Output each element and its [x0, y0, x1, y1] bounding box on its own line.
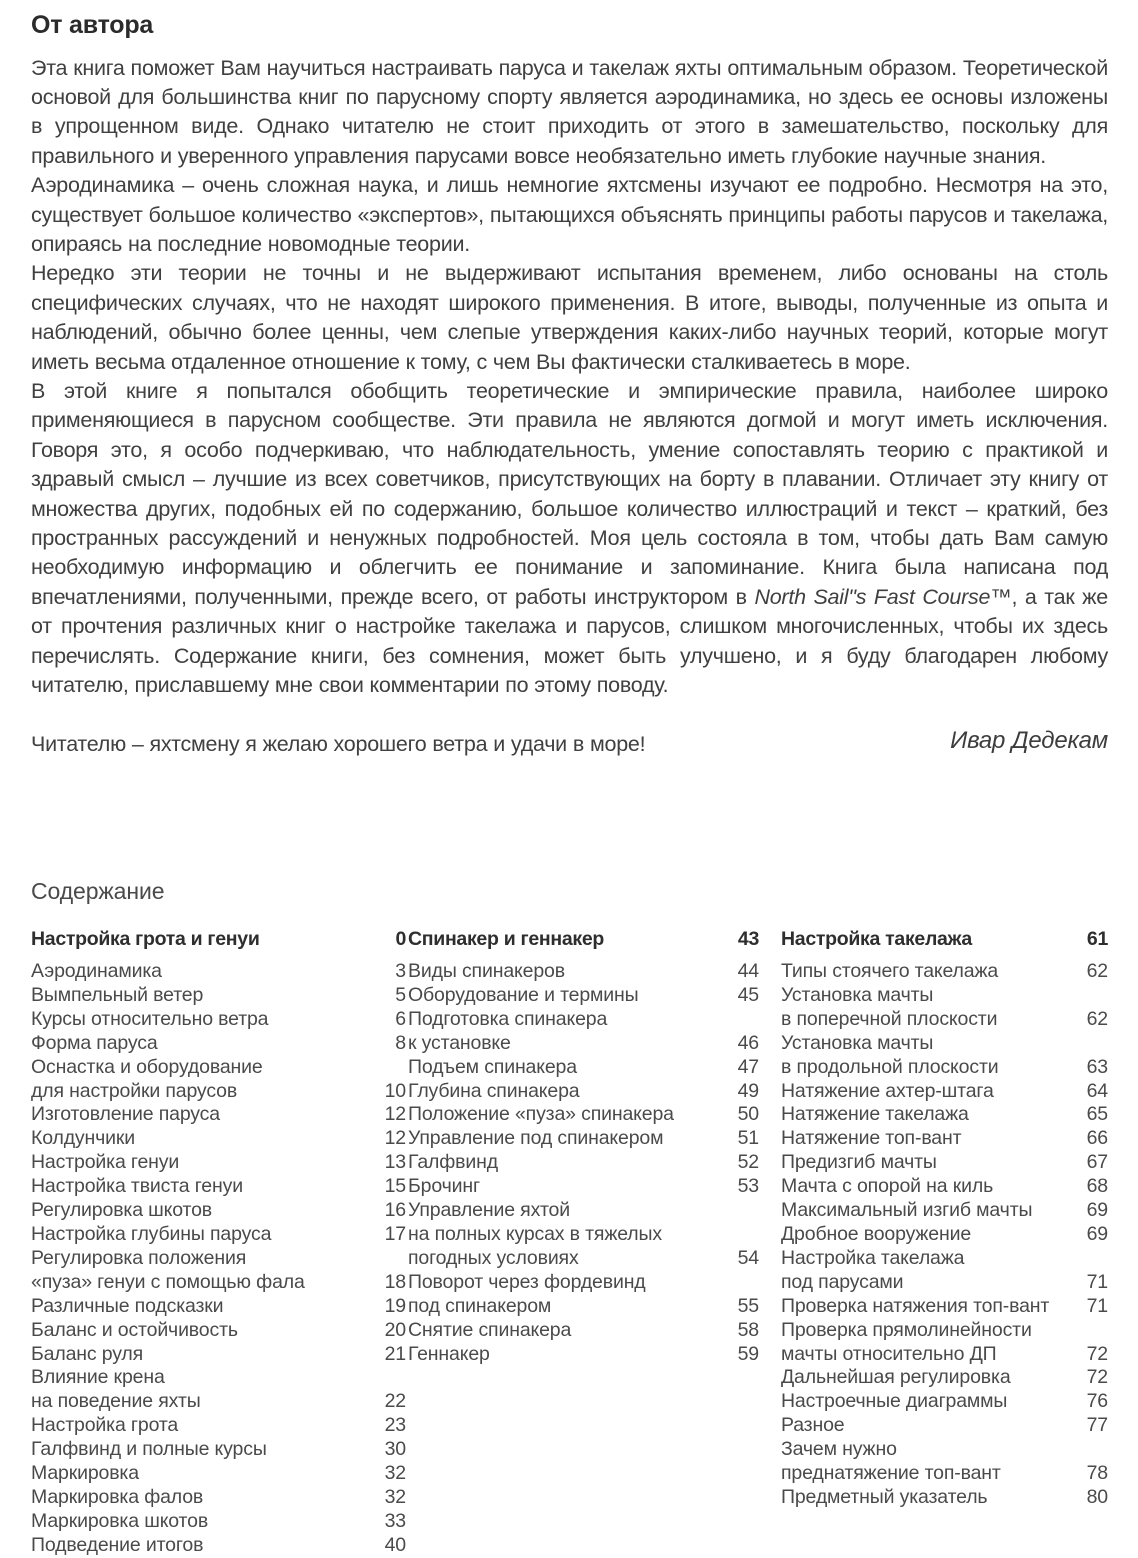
toc-entry[interactable]: [781, 1175, 1108, 1199]
toc-entry-label: Влияние крена: [31, 1366, 165, 1389]
toc-entry[interactable]: [781, 1008, 1108, 1032]
toc-entry-page: 17: [384, 1222, 406, 1245]
toc-entry[interactable]: [408, 1199, 781, 1223]
toc-entry-page: 33: [384, 1509, 406, 1532]
toc-entry-label: Маркировка фалов: [31, 1485, 204, 1508]
toc-entry-page: 12: [384, 1127, 406, 1150]
toc-entry-page: 8: [395, 1031, 406, 1054]
toc-entry-label: Установка мачты: [781, 1031, 934, 1054]
toc-section-label: Настройка такелажа: [781, 928, 972, 950]
toc-entry[interactable]: [408, 1103, 781, 1127]
toc-entry[interactable]: [781, 1103, 1108, 1127]
toc-entry[interactable]: [31, 1462, 406, 1486]
toc-entry[interactable]: [31, 1199, 406, 1223]
toc-entry-label: Форма паруса: [31, 1031, 158, 1054]
toc-entry-page: 10: [384, 1079, 406, 1102]
toc-entry[interactable]: [408, 1151, 781, 1175]
toc-entry[interactable]: [408, 1175, 781, 1199]
toc-entry-label: Натяжение топ-вант: [781, 1127, 962, 1150]
toc-entry-page: 22: [384, 1390, 406, 1413]
foreword-paragraph-3: Нередко эти теории не точны и не выдерживают испытания временем, либо основаны на столь специфических случаях, что не находят широкого применения. В итоге, выводы, полученные из опыта и наблюдений, обычно более ценны, чем слепые утверждения каких-либо научных теорий, которые могут иметь весьма отдаленное отношение к тому, с чем Вы фактически сталкиваетесь в море.: [31, 261, 1108, 374]
toc-entry-label: Оборудование и термины: [408, 983, 639, 1006]
toc-entry-label: на полных курсах в тяжелых: [408, 1222, 662, 1245]
toc-entry[interactable]: [781, 960, 1108, 984]
book-course-name: North Sail"s Fast Course™: [754, 584, 1012, 609]
toc-entry-label: Настройка генуи: [31, 1151, 180, 1174]
toc-entry[interactable]: [408, 1223, 781, 1247]
toc-section-page: 43: [737, 928, 759, 950]
toc-entry-label: Баланс руля: [31, 1342, 144, 1365]
toc-entry-label: Мачта с опорой на киль: [781, 1175, 994, 1198]
toc-section-label: Спинакер и геннакер: [408, 928, 604, 950]
toc-entry[interactable]: [408, 1271, 781, 1295]
toc-entry-label: Проверка прямолинейности: [781, 1318, 1032, 1341]
toc-entry-label: Настройка такелажа: [781, 1246, 965, 1269]
toc-entry-label: под спинакером: [408, 1294, 552, 1317]
toc-entry[interactable]: [781, 1486, 1108, 1510]
foreword-paragraph-2: Аэродинамика – очень сложная наука, и лишь немногие яхтсмены изучают ее подробно. Несмотря на это, существует большое количество «экспертов», пытающихся объяснять принципы работы парусов и такелажа, опираясь на последние новомодные теории.: [31, 173, 1108, 256]
toc-entry[interactable]: [408, 1247, 781, 1271]
toc-entry-label: погодных условиях: [408, 1246, 579, 1269]
toc-entry[interactable]: [781, 1032, 1108, 1056]
toc-entry-label: в продольной плоскости: [781, 1055, 999, 1078]
toc-entry[interactable]: [31, 1366, 406, 1390]
toc-entry[interactable]: [31, 1486, 406, 1510]
toc-entry-label: Натяжение ахтер-штага: [781, 1079, 994, 1102]
toc-entry[interactable]: [408, 1056, 781, 1080]
toc-entry[interactable]: [781, 1462, 1108, 1486]
toc-entry[interactable]: [31, 1295, 406, 1319]
toc-entry-label: Изготовление паруса: [31, 1103, 220, 1126]
toc-entry-label: Установка мачты: [781, 983, 934, 1006]
toc-entry[interactable]: [31, 1510, 406, 1534]
toc-entry[interactable]: [31, 1223, 406, 1247]
toc-entry[interactable]: [408, 1032, 781, 1056]
toc-entry-page: 59: [737, 1342, 759, 1365]
toc-entry[interactable]: [31, 1056, 406, 1080]
toc-entry[interactable]: [408, 960, 781, 984]
toc-entry-label: Управление яхтой: [408, 1199, 570, 1222]
toc-entry-label: в поперечной плоскости: [781, 1007, 998, 1030]
toc-entry-page: 68: [1086, 1175, 1108, 1198]
toc-entry-label: Поворот через фордевинд: [408, 1270, 646, 1293]
toc-entry-page: 55: [737, 1294, 759, 1317]
toc-section-page: 0: [395, 928, 406, 950]
toc-entry[interactable]: [408, 984, 781, 1008]
toc-entry-label: Виды спинакеров: [408, 960, 565, 982]
toc-entry-page: 19: [384, 1294, 406, 1317]
toc-entry-label: Маркировка: [31, 1462, 139, 1485]
toc-entry-label: Геннакер: [408, 1342, 490, 1365]
toc-entry[interactable]: [781, 1319, 1108, 1343]
toc-entry[interactable]: [31, 1032, 406, 1056]
toc-entry-label: мачты относительно ДП: [781, 1342, 997, 1365]
toc-entry-label: для настройки парусов: [31, 1079, 238, 1102]
toc-entry[interactable]: [31, 1271, 406, 1295]
toc-entry-label: Предметный указатель: [781, 1485, 988, 1508]
toc-entry-page: 65: [1086, 1103, 1108, 1126]
author-signature: Ивар Дедекам: [950, 727, 1108, 754]
toc-entry-page: 63: [1086, 1055, 1108, 1078]
toc-entry-page: 62: [1086, 960, 1108, 982]
toc-section-title[interactable]: [781, 927, 1108, 951]
toc-entry-label: Разное: [781, 1414, 845, 1437]
foreword-paragraph-4-part1: В этой книге я попытался обобщить теоретические и эмпирические правила, наиболее широко применяющиеся в парусном сообществе. Эти правила не являются догмой и могут иметь исключения. Говоря это, я особо подчеркиваю, что наблюдательность, умение сопоставлять теорию с практикой и здравый смысл – лучшие из всех советчиков, присутствующих на борту в плавании. Отличает эту книгу от множества других, подобных ей по содержанию, большое количество иллюстраций и текст – краткий, без пространных рассуждений и ненужных подробностей. Моя цель состояла в том, чтобы дать Вам самую необходимую информацию и облегчить ее понимание и запоминание. Книга была написана под впечатлениями, полученными, прежде всего, от работы инструктором в: [31, 378, 1108, 609]
toc-section-title[interactable]: [31, 927, 406, 951]
toc-entry-page: 69: [1086, 1222, 1108, 1245]
toc-entry-page: 21: [384, 1342, 406, 1365]
toc-entry-label: Регулировка шкотов: [31, 1199, 212, 1222]
toc-entry-label: Глубина спинакера: [408, 1079, 580, 1102]
toc-entry-page: 30: [384, 1438, 406, 1461]
toc-entry-page: 66: [1086, 1127, 1108, 1150]
toc-heading: Содержание: [31, 878, 165, 904]
toc-entry-page: 40: [384, 1533, 406, 1556]
toc-entry-label: Снятие спинакера: [408, 1318, 572, 1341]
toc-entry[interactable]: [781, 1056, 1108, 1080]
toc-entry-page: 6: [395, 1007, 406, 1030]
toc-entry-page: 3: [395, 960, 406, 982]
toc-entry-page: 72: [1086, 1342, 1108, 1365]
toc-entry-label: под парусами: [781, 1270, 904, 1293]
toc-entry-page: 46: [737, 1031, 759, 1054]
toc-entry-page: 23: [384, 1414, 406, 1437]
toc-entry[interactable]: [31, 1080, 406, 1104]
toc-column-1: [31, 927, 406, 1558]
toc-entry-page: 12: [384, 1103, 406, 1126]
toc-entry-page: 69: [1086, 1199, 1108, 1222]
toc-entry-label: Типы стоячего такелажа: [781, 960, 999, 982]
toc-section-page: 61: [1086, 928, 1108, 950]
toc-section-title[interactable]: [408, 927, 781, 951]
toc-entry-label: Регулировка положения: [31, 1246, 247, 1269]
toc-entry[interactable]: [31, 984, 406, 1008]
toc-entry-label: Положение «пуза» спинакера: [408, 1103, 674, 1126]
toc-entry-label: на поведение яхты: [31, 1390, 201, 1413]
toc-entry[interactable]: [781, 1343, 1108, 1367]
toc-entry-label: Настройка глубины паруса: [31, 1222, 272, 1245]
toc-entry[interactable]: [408, 1008, 781, 1032]
foreword-section: [31, 12, 1108, 760]
toc-entry[interactable]: [31, 1343, 406, 1367]
toc-entry-label: Дробное вооружение: [781, 1222, 972, 1245]
foreword-closing-line: Читателю – яхтсмену я желаю хорошего ветра и удачи в море!: [31, 732, 646, 757]
toc-entry[interactable]: [31, 1534, 406, 1558]
foreword-paragraph-4-part2: , а так же от прочтения различных книг о настройке такелажа и парусов, слишком многочисленных, чтобы их здесь перечислять. Содержание книги, без сомнения, может быть улучшено, и я буду благодарен любому читателю, приславшему мне свои комментарии по этому поводу.: [31, 584, 1108, 698]
toc-entry-page: 49: [737, 1079, 759, 1102]
toc-entry-page: 45: [737, 983, 759, 1006]
toc-entry-page: 44: [737, 960, 759, 982]
toc-entry-label: Предизгиб мачты: [781, 1151, 937, 1174]
toc-entry-page: 62: [1086, 1007, 1108, 1030]
toc-entry-label: преднатяжение топ-вант: [781, 1462, 1001, 1485]
toc-entry-label: Галфвинд: [408, 1151, 498, 1174]
toc-entry-page: 13: [384, 1151, 406, 1174]
toc-entry[interactable]: [31, 1414, 406, 1438]
toc-entry-label: Маркировка шкотов: [31, 1509, 209, 1532]
toc-section-label: Настройка грота и генуи: [31, 928, 260, 950]
toc-entry-label: Подъем спинакера: [408, 1055, 577, 1078]
toc-entry-label: Аэродинамика: [31, 960, 162, 982]
toc-entry-label: Баланс и остойчивость: [31, 1318, 238, 1341]
toc-entry[interactable]: [781, 1295, 1108, 1319]
toc-entry[interactable]: [781, 1127, 1108, 1151]
toc-entry-page: 16: [384, 1199, 406, 1222]
toc-entry-label: Дальнейшая регулировка: [781, 1366, 1011, 1389]
toc-entry-page: 51: [737, 1127, 759, 1150]
toc-entry-page: 64: [1086, 1079, 1108, 1102]
toc-entry[interactable]: [781, 1247, 1108, 1271]
toc-entry-page: 5: [395, 983, 406, 1006]
toc-entry-page: 72: [1086, 1366, 1108, 1389]
toc-entry[interactable]: [781, 1414, 1108, 1438]
toc-entry-page: 67: [1086, 1151, 1108, 1174]
toc-entry-page: 58: [737, 1318, 759, 1341]
toc-entry-page: 32: [384, 1462, 406, 1485]
toc-entry-label: Различные подсказки: [31, 1294, 224, 1317]
toc-entry-page: 47: [737, 1055, 759, 1078]
toc-columns: [31, 927, 1108, 1558]
toc-entry[interactable]: [781, 1199, 1108, 1223]
toc-entry[interactable]: [31, 1127, 406, 1151]
toc-entry-page: 53: [737, 1175, 759, 1198]
toc-entry[interactable]: [31, 1175, 406, 1199]
toc-entry-label: Настройка грота: [31, 1414, 179, 1437]
toc-entry-page: 76: [1086, 1390, 1108, 1413]
toc-entry-page: 15: [384, 1175, 406, 1198]
toc-entry-label: Подведение итогов: [31, 1533, 204, 1556]
toc-entry-label: Подготовка спинакера: [408, 1007, 608, 1030]
toc-entry-label: Зачем нужно: [781, 1438, 897, 1461]
toc-entry-label: Колдунчики: [31, 1127, 136, 1150]
toc-entry[interactable]: [408, 1127, 781, 1151]
table-of-contents: [31, 878, 1108, 1558]
toc-entry[interactable]: [31, 1103, 406, 1127]
toc-entry-page: 71: [1086, 1294, 1108, 1317]
toc-entry-label: Натяжение такелажа: [781, 1103, 969, 1126]
toc-entry[interactable]: [781, 1438, 1108, 1462]
toc-entry[interactable]: [781, 1271, 1108, 1295]
toc-entry-label: Максимальный изгиб мачты: [781, 1199, 1033, 1222]
toc-entry-page: 50: [737, 1103, 759, 1126]
page-title: От автора: [31, 11, 154, 39]
toc-entry-page: 20: [384, 1318, 406, 1341]
foreword-paragraph-4: [31, 377, 1108, 700]
toc-entry-label: Оснастка и оборудование: [31, 1055, 263, 1078]
toc-entry-label: Вымпельный ветер: [31, 983, 204, 1006]
toc-entry-label: «пуза» генуи с помощью фала: [31, 1270, 305, 1293]
toc-entry-page: 54: [737, 1246, 759, 1269]
toc-entry-page: 80: [1086, 1485, 1108, 1508]
toc-entry[interactable]: [31, 960, 406, 984]
toc-entry-page: 77: [1086, 1414, 1108, 1437]
toc-entry[interactable]: [31, 1319, 406, 1343]
toc-entry-page: 52: [737, 1151, 759, 1174]
toc-entry[interactable]: [31, 1390, 406, 1414]
toc-column-3: [781, 927, 1108, 1510]
foreword-paragraph-1: Эта книга поможет Вам научиться настраивать паруса и такелаж яхты оптимальным образом. Теоретической основой для большинства книг по парусному спорту является аэродинамика, но здесь ее основы изложены в упрощенном виде. Однако читателю не стоит приходить от этого в замешательство, поскольку для правильного и уверенного управления парусами вовсе необязательно иметь глубокие научные знания.: [31, 55, 1108, 168]
toc-entry-page: 71: [1086, 1270, 1108, 1293]
toc-entry[interactable]: [408, 1295, 781, 1319]
toc-entry-label: Курсы относительно ветра: [31, 1007, 269, 1030]
toc-entry[interactable]: [31, 1008, 406, 1032]
toc-entry-page: 78: [1086, 1462, 1108, 1485]
toc-entry[interactable]: [408, 1080, 781, 1104]
toc-entry[interactable]: [781, 1151, 1108, 1175]
toc-entry[interactable]: [408, 1319, 781, 1343]
toc-entry-label: Проверка натяжения топ-вант: [781, 1294, 1050, 1317]
toc-entry-label: к установке: [408, 1031, 511, 1054]
toc-entry[interactable]: [408, 1343, 781, 1367]
toc-entry[interactable]: [781, 1223, 1108, 1247]
toc-entry-label: Брочинг: [408, 1175, 480, 1198]
toc-entry-label: Управление под спинакером: [408, 1127, 664, 1150]
toc-entry-label: Настроечные диаграммы: [781, 1390, 1008, 1413]
toc-entry-label: Настройка твиста генуи: [31, 1175, 243, 1198]
toc-entry-page: 32: [384, 1485, 406, 1508]
toc-entry-page: 18: [384, 1270, 406, 1293]
toc-column-2: [406, 927, 781, 1366]
toc-entry[interactable]: [781, 1390, 1108, 1414]
toc-entry[interactable]: [31, 1151, 406, 1175]
toc-entry[interactable]: [31, 1438, 406, 1462]
toc-entry-label: Галфвинд и полные курсы: [31, 1438, 267, 1461]
toc-entry[interactable]: [31, 1247, 406, 1271]
toc-entry[interactable]: [781, 1080, 1108, 1104]
toc-entry[interactable]: [781, 984, 1108, 1008]
toc-entry[interactable]: [781, 1366, 1108, 1390]
